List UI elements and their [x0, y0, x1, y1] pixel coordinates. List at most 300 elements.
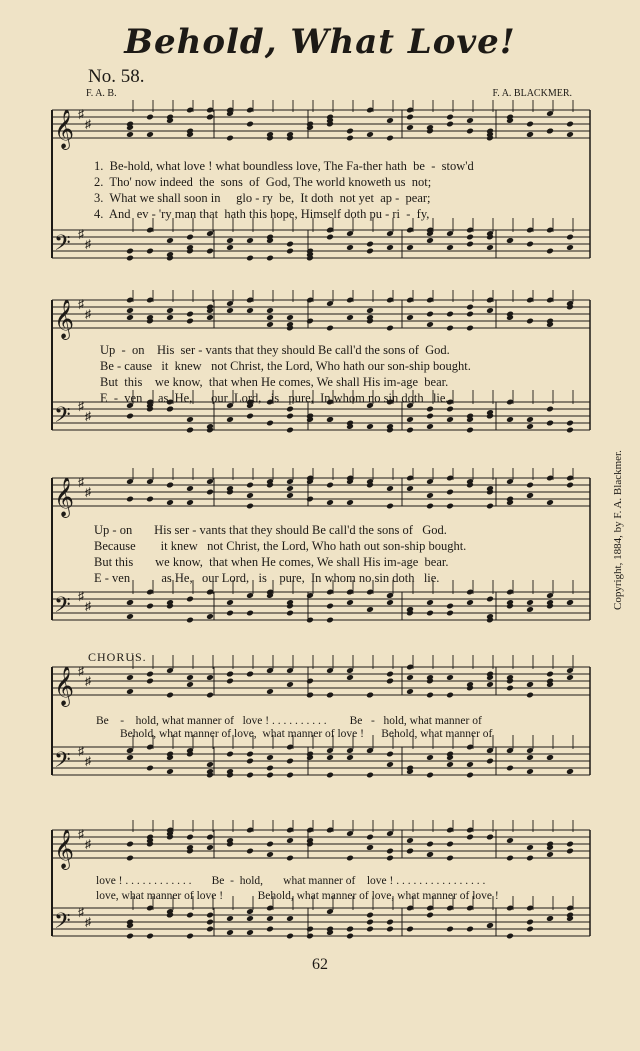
verse-2-line-1: 2. Tho' now indeed the sons of God, The world knoweth us not; — [94, 175, 432, 189]
note-head — [566, 234, 574, 241]
note-head — [386, 761, 394, 768]
note-head — [446, 489, 454, 496]
note-head — [386, 325, 394, 332]
note-head — [386, 926, 394, 933]
note-head — [526, 492, 534, 499]
note-head — [126, 255, 134, 262]
note-head — [146, 678, 154, 685]
bass-clef-icon: 𝄢 — [54, 593, 71, 623]
note-head — [366, 307, 374, 314]
note-head — [486, 307, 494, 314]
note-head — [326, 482, 334, 489]
note-head — [366, 423, 374, 430]
note-head — [186, 596, 194, 603]
music-system-3 — [40, 468, 600, 643]
note-head — [266, 915, 274, 922]
note-head — [546, 128, 554, 135]
note-head — [206, 761, 214, 768]
note-head — [426, 413, 434, 420]
treble-clef-icon: 𝄞 — [54, 666, 75, 706]
note-head — [206, 692, 214, 699]
note-head — [526, 844, 534, 851]
note-head — [146, 765, 154, 772]
note-head — [246, 751, 254, 758]
note-head — [226, 244, 234, 251]
note-head — [466, 427, 474, 434]
note-head — [386, 855, 394, 862]
verse-4-line-2: E - ven as He, our Lord, is pure, In whom no sin doth lie. — [100, 391, 449, 405]
note-head — [566, 427, 574, 434]
note-head — [286, 610, 294, 617]
note-head — [486, 758, 494, 765]
note-head — [326, 234, 334, 241]
note-head — [446, 610, 454, 617]
note-head — [246, 758, 254, 765]
note-head — [526, 423, 534, 430]
note-head — [206, 489, 214, 496]
note-head — [366, 919, 374, 926]
note-head — [266, 772, 274, 779]
note-head — [286, 758, 294, 765]
note-head — [426, 423, 434, 430]
note-head — [146, 131, 154, 138]
note-head — [406, 427, 414, 434]
note-head — [206, 114, 214, 121]
music-system-1 — [40, 100, 600, 280]
sharp-icon: ♯ — [85, 754, 91, 768]
note-head — [526, 768, 534, 775]
note-head — [426, 692, 434, 699]
note-head — [526, 416, 534, 423]
bass-clef-icon: 𝄢 — [54, 231, 71, 261]
note-head — [206, 912, 214, 919]
note-head — [166, 307, 174, 314]
note-head — [526, 606, 534, 613]
note-head — [326, 416, 334, 423]
composer-name: F. A. BLACKMER. — [492, 88, 572, 99]
sharp-icon: ♯ — [78, 399, 84, 413]
note-head — [186, 912, 194, 919]
treble-clef-icon: 𝄞 — [54, 299, 75, 339]
note-head — [226, 135, 234, 142]
note-head — [186, 681, 194, 688]
note-head — [566, 848, 574, 855]
note-head — [246, 307, 254, 314]
sharp-icon: ♯ — [85, 307, 91, 321]
sharp-icon: ♯ — [85, 599, 91, 613]
note-head — [366, 926, 374, 933]
music-system-2 — [40, 290, 600, 465]
note-head — [566, 131, 574, 138]
sharp-icon: ♯ — [78, 475, 84, 489]
note-head — [426, 912, 434, 919]
note-head — [526, 121, 534, 128]
note-head — [286, 241, 294, 248]
note-head — [146, 603, 154, 610]
note-head — [426, 851, 434, 858]
note-head — [446, 603, 454, 610]
note-head — [266, 255, 274, 262]
note-head — [286, 248, 294, 255]
verse-2-line-3: Because it knew not Christ, the Lord, Who hath out son-ship bought. — [94, 539, 467, 553]
verse-2-line-2: Be - cause it knew not Christ, the Lord, Who hath our son-ship bought. — [100, 359, 471, 373]
note-head — [446, 674, 454, 681]
note-head — [386, 503, 394, 510]
note-head — [406, 314, 414, 321]
note-head — [526, 926, 534, 933]
note-head — [506, 416, 514, 423]
lyricist-initials: F. A. B. — [86, 88, 117, 99]
note-head — [366, 772, 374, 779]
page-number: 62 — [312, 956, 328, 973]
note-head — [346, 933, 354, 940]
note-head — [566, 420, 574, 427]
note-head — [466, 761, 474, 768]
sharp-icon: ♯ — [78, 297, 84, 311]
note-head — [386, 678, 394, 685]
sharp-icon: ♯ — [78, 227, 84, 241]
verse-1-line-1: 1. Be-hold, what love ! what boundless love, The Fa-ther hath be - stow'd — [94, 159, 474, 173]
note-head — [406, 124, 414, 131]
note-head — [246, 772, 254, 779]
chorus-label: CHORUS. — [88, 650, 147, 664]
note-head — [286, 837, 294, 844]
note-head — [406, 416, 414, 423]
sharp-icon: ♯ — [78, 905, 84, 919]
note-head — [506, 765, 514, 772]
note-head — [246, 915, 254, 922]
sharp-icon: ♯ — [78, 664, 84, 678]
note-head — [126, 248, 134, 255]
note-head — [186, 933, 194, 940]
note-head — [506, 837, 514, 844]
bass-clef-icon: 𝄢 — [54, 909, 71, 939]
note-head — [546, 851, 554, 858]
note-head — [386, 117, 394, 124]
note-head — [226, 237, 234, 244]
note-head — [406, 848, 414, 855]
note-head — [526, 681, 534, 688]
note-head — [526, 131, 534, 138]
note-head — [446, 325, 454, 332]
note-head — [446, 503, 454, 510]
note-head — [506, 237, 514, 244]
chorus-treble-lyric-1: Be - hold, what manner of love ! . . . . . . . . . . Be - hold, what manner of — [96, 715, 482, 727]
note-head — [126, 754, 134, 761]
note-head — [206, 926, 214, 933]
note-head — [546, 915, 554, 922]
note-head — [426, 772, 434, 779]
note-head — [386, 485, 394, 492]
note-head — [226, 416, 234, 423]
note-head — [206, 834, 214, 841]
note-head — [486, 244, 494, 251]
note-head — [346, 599, 354, 606]
note-head — [346, 128, 354, 135]
note-head — [406, 674, 414, 681]
verse-3-line-3: But this we know, that when He comes, We shall His im-age bear. — [94, 555, 449, 569]
note-head — [306, 926, 314, 933]
note-head — [246, 121, 254, 128]
note-head — [466, 311, 474, 318]
bass-clef-icon: 𝄢 — [54, 403, 71, 433]
note-head — [466, 325, 474, 332]
verse-3-line-1: 3. What we shall soon in glo - ry be, It doth not yet ap - pear; — [94, 191, 431, 205]
note-head — [426, 311, 434, 318]
note-head — [386, 671, 394, 678]
note-head — [446, 692, 454, 699]
note-head — [426, 406, 434, 413]
note-head — [346, 499, 354, 506]
note-head — [526, 692, 534, 699]
note-head — [246, 671, 254, 678]
note-head — [526, 482, 534, 489]
note-head — [266, 841, 274, 848]
note-head — [466, 241, 474, 248]
treble-clef-icon: 𝄞 — [54, 477, 75, 517]
note-head — [346, 926, 354, 933]
note-head — [426, 599, 434, 606]
note-head — [186, 311, 194, 318]
note-head — [186, 499, 194, 506]
note-head — [226, 751, 234, 758]
note-head — [326, 692, 334, 699]
note-head — [326, 772, 334, 779]
note-head — [566, 244, 574, 251]
note-head — [426, 841, 434, 848]
note-head — [246, 848, 254, 855]
note-head — [146, 496, 154, 503]
note-head — [546, 754, 554, 761]
note-head — [286, 915, 294, 922]
sharp-icon: ♯ — [85, 915, 91, 929]
sharp-icon: ♯ — [85, 674, 91, 688]
note-head — [126, 314, 134, 321]
note-head — [566, 599, 574, 606]
note-head — [446, 855, 454, 862]
note-head — [286, 855, 294, 862]
note-head — [426, 321, 434, 328]
note-head — [446, 761, 454, 768]
note-head — [246, 610, 254, 617]
note-head — [166, 499, 174, 506]
note-head — [246, 492, 254, 499]
note-head — [126, 307, 134, 314]
sharp-icon: ♯ — [78, 589, 84, 603]
note-head — [566, 768, 574, 775]
note-head — [126, 496, 134, 503]
note-head — [406, 837, 414, 844]
note-head — [126, 674, 134, 681]
sharp-icon: ♯ — [78, 107, 84, 121]
note-head — [486, 503, 494, 510]
note-head — [366, 844, 374, 851]
sharp-icon: ♯ — [78, 827, 84, 841]
note-head — [466, 234, 474, 241]
note-head — [186, 234, 194, 241]
note-head — [186, 416, 194, 423]
note-head — [506, 685, 514, 692]
note-head — [506, 855, 514, 862]
note-head — [366, 834, 374, 841]
note-head — [286, 406, 294, 413]
note-head — [386, 848, 394, 855]
note-head — [166, 406, 174, 413]
note-head — [566, 482, 574, 489]
note-head — [246, 929, 254, 936]
note-head — [346, 135, 354, 142]
music-system-4 — [40, 655, 600, 815]
note-head — [126, 599, 134, 606]
note-head — [546, 499, 554, 506]
note-head — [386, 135, 394, 142]
note-head — [126, 855, 134, 862]
staff-lines — [40, 100, 600, 280]
note-head — [226, 671, 234, 678]
note-head — [166, 768, 174, 775]
note-head — [206, 314, 214, 321]
note-head — [506, 933, 514, 940]
note-head — [406, 485, 414, 492]
note-head — [426, 503, 434, 510]
note-head — [406, 926, 414, 933]
note-head — [246, 413, 254, 420]
chorus-bass-lyric-1: Behold, what manner of love, what manner of love ! Behold, what manner of — [120, 728, 493, 740]
note-head — [526, 855, 534, 862]
note-head — [286, 681, 294, 688]
note-head — [226, 915, 234, 922]
note-head — [546, 420, 554, 427]
sharp-icon: ♯ — [85, 409, 91, 423]
note-head — [246, 237, 254, 244]
note-head — [266, 420, 274, 427]
note-head — [206, 919, 214, 926]
note-head — [446, 244, 454, 251]
note-head — [266, 314, 274, 321]
note-head — [206, 248, 214, 255]
note-head — [566, 674, 574, 681]
note-head — [386, 244, 394, 251]
note-head — [286, 933, 294, 940]
note-head — [486, 596, 494, 603]
note-head — [526, 754, 534, 761]
verse-1-line-2: Up - on His ser - vants that they should Be call'd the sons of God. — [100, 343, 450, 357]
note-head — [186, 617, 194, 624]
note-head — [226, 678, 234, 685]
note-head — [126, 933, 134, 940]
note-head — [426, 237, 434, 244]
note-head — [446, 926, 454, 933]
verse-3-line-2: But this we know, that when He comes, We shall His im-age bear. — [100, 375, 449, 389]
note-head — [146, 671, 154, 678]
note-head — [406, 244, 414, 251]
note-head — [466, 772, 474, 779]
chorus-bass-lyric-2: love, what manner of love ! Behold, what manner of love, what manner of love ! — [96, 890, 499, 902]
note-head — [126, 613, 134, 620]
note-head — [466, 304, 474, 311]
note-head — [166, 692, 174, 699]
note-head — [546, 248, 554, 255]
sharp-icon: ♯ — [85, 117, 91, 131]
copyright-notice: Copyright, 1884, by F. A. Blackmer. — [612, 450, 624, 610]
note-head — [326, 325, 334, 332]
note-head — [206, 844, 214, 851]
treble-clef-icon: 𝄞 — [54, 829, 75, 869]
music-system-5 — [40, 820, 600, 955]
note-head — [446, 311, 454, 318]
staff-lines — [40, 820, 600, 955]
note-head — [426, 754, 434, 761]
note-head — [386, 599, 394, 606]
note-head — [346, 314, 354, 321]
note-head — [226, 599, 234, 606]
note-head — [526, 318, 534, 325]
note-head — [346, 754, 354, 761]
note-head — [366, 912, 374, 919]
note-head — [386, 751, 394, 758]
note-head — [526, 241, 534, 248]
note-head — [186, 485, 194, 492]
treble-clef-icon: 𝄞 — [54, 109, 75, 149]
note-head — [286, 427, 294, 434]
note-head — [286, 413, 294, 420]
note-head — [306, 318, 314, 325]
note-head — [266, 851, 274, 858]
note-head — [526, 599, 534, 606]
note-head — [226, 610, 234, 617]
note-head — [126, 131, 134, 138]
note-head — [446, 114, 454, 121]
verse-4-line-3: E - ven as He, our Lord, is pure, In whom no sin doth lie. — [94, 571, 440, 585]
chorus-treble-lyric-2: love ! . . . . . . . . . . . . Be - hold, what manner of love ! . . . . . . . . . . . . . . . . — [96, 875, 486, 887]
note-head — [566, 841, 574, 848]
note-head — [326, 603, 334, 610]
note-head — [186, 318, 194, 325]
note-head — [286, 492, 294, 499]
note-head — [186, 674, 194, 681]
note-head — [166, 237, 174, 244]
note-head — [126, 413, 134, 420]
note-head — [366, 606, 374, 613]
sharp-icon: ♯ — [78, 744, 84, 758]
note-head — [346, 674, 354, 681]
note-head — [426, 610, 434, 617]
note-head — [566, 121, 574, 128]
sharp-icon: ♯ — [85, 837, 91, 851]
note-head — [446, 416, 454, 423]
note-head — [446, 406, 454, 413]
note-head — [266, 754, 274, 761]
note-head — [166, 482, 174, 489]
note-head — [406, 688, 414, 695]
note-head — [286, 485, 294, 492]
note-head — [466, 117, 474, 124]
note-head — [306, 933, 314, 940]
note-head — [426, 492, 434, 499]
note-head — [266, 688, 274, 695]
note-head — [466, 128, 474, 135]
note-head — [486, 681, 494, 688]
note-head — [126, 688, 134, 695]
note-head — [346, 855, 354, 862]
note-head — [246, 482, 254, 489]
note-head — [366, 248, 374, 255]
verse-1-line-3: Up - on His ser - vants that they should Be call'd the sons of God. — [94, 523, 447, 537]
note-head — [446, 841, 454, 848]
note-head — [306, 617, 314, 624]
note-head — [226, 307, 234, 314]
note-head — [306, 678, 314, 685]
